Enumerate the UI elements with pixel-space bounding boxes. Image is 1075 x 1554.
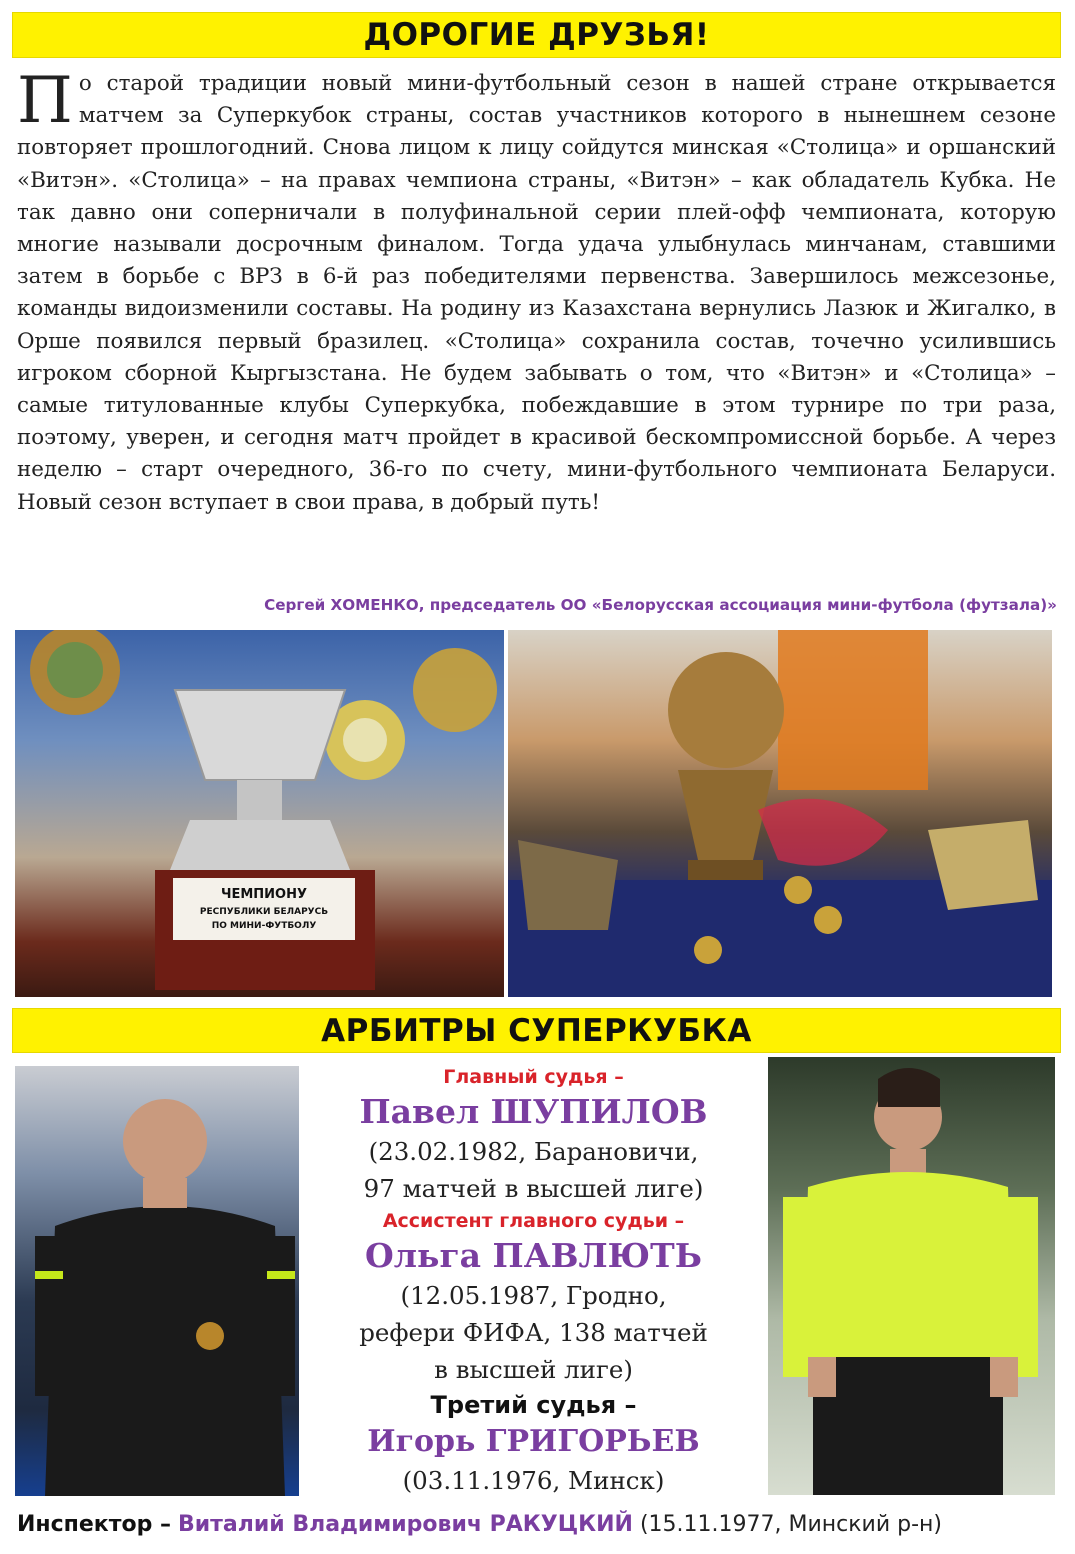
- assistant-referee-role: Ассистент главного судьи –: [382, 1210, 685, 1232]
- main-referee-info-1: (23.02.1982, Барановичи,: [368, 1137, 699, 1166]
- referees-list: [300, 1063, 767, 1499]
- inspector-label: Инспектор –: [17, 1512, 171, 1537]
- trophies-table-photo: [508, 630, 1052, 997]
- header-banner-referees: [12, 1008, 1061, 1053]
- assistant-referee-info-3: в высшей лиге): [434, 1355, 633, 1384]
- article-body: о старой традиции новый мини-футбольный сезон в нашей стране открывается матчем за Суперкубок страны, состав участников которого в нынешнем сезоне повторяет прошлогодний. Снова лицом к лицу сойдутся минская «Столица» и оршанский «Витэн». «Столица» – на правах чемпиона страны, «Витэн» – как обладатель Кубка. Не так давно они соперничали в полуфинальной серии плей-офф чемпионата, которую многие называли досрочным финалом. Тогда удача улыбнулась минчанам, ставшими затем в борьбе с ВРЗ в 6-й раз победителями первенства. Завершилось межсезонье, команды видоизменили составы. На родину из Казахстана вернулись Лазюк и Жигалко, в Орше появился первый бразилец. «Столица» сохранила состав, точечно усилившись игроком сборной Кыргызстана. Не будем забывать о том, что «Витэн» и «Столица» – самые титулованные клубы Суперкубка, побеждавшие в этом турнире по три раза, поэтому, уверен, и сегодня матч пройдет в красивой бескомпромиссной борьбе. А через неделю – старт очередного, 36-го по счету, мини-футбольного чемпионата Беларуси. Новый сезон вступает в свои права, в добрый путь!: [17, 71, 1056, 515]
- referees-title: АРБИТРЫ СУПЕРКУБКА: [321, 1012, 752, 1049]
- referee-photo-assistant: [768, 1057, 1055, 1495]
- main-referee-info-2: 97 матчей в высшей лиге): [363, 1174, 704, 1203]
- assistant-referee-name: Ольга ПАВЛЮТЬ: [365, 1236, 702, 1275]
- assistant-referee-info-1: (12.05.1987, Гродно,: [400, 1281, 667, 1310]
- main-referee-name: Павел ШУПИЛОВ: [359, 1092, 708, 1131]
- third-referee-role: Третий судья –: [430, 1391, 637, 1419]
- main-referee-role: Главный судья –: [443, 1066, 624, 1088]
- plaque-line-2: РЕСПУБЛИКИ БЕЛАРУСЬ: [199, 907, 329, 917]
- header-banner-dear-friends: [12, 12, 1061, 58]
- article-signature: Сергей ХОМЕНКО, председатель ОО «Белорусская ассоциация мини-футбола (футзала)»: [264, 596, 1057, 614]
- header-title: ДОРОГИЕ ДРУЗЬЯ!: [363, 17, 710, 53]
- third-referee-name: Игорь ГРИГОРЬЕВ: [367, 1424, 700, 1459]
- plaque-line-1: ЧЕМПИОНУ: [220, 887, 308, 902]
- trophy-photo: [15, 630, 504, 997]
- assistant-referee-info-2: рефери ФИФА, 138 матчей: [359, 1318, 708, 1347]
- referee-photo-main: [15, 1066, 299, 1496]
- inspector-name: Виталий Владимирович РАКУЦКИЙ: [177, 1512, 633, 1537]
- plaque-line-3: ПО МИНИ-ФУТБОЛУ: [211, 921, 317, 931]
- drop-cap: П: [17, 64, 73, 138]
- inspector-line: [17, 1509, 1062, 1541]
- third-referee-info: (03.11.1976, Минск): [402, 1466, 665, 1495]
- inspector-info: (15.11.1977, Минский р-н): [639, 1512, 942, 1537]
- editorial-article: [17, 64, 1056, 519]
